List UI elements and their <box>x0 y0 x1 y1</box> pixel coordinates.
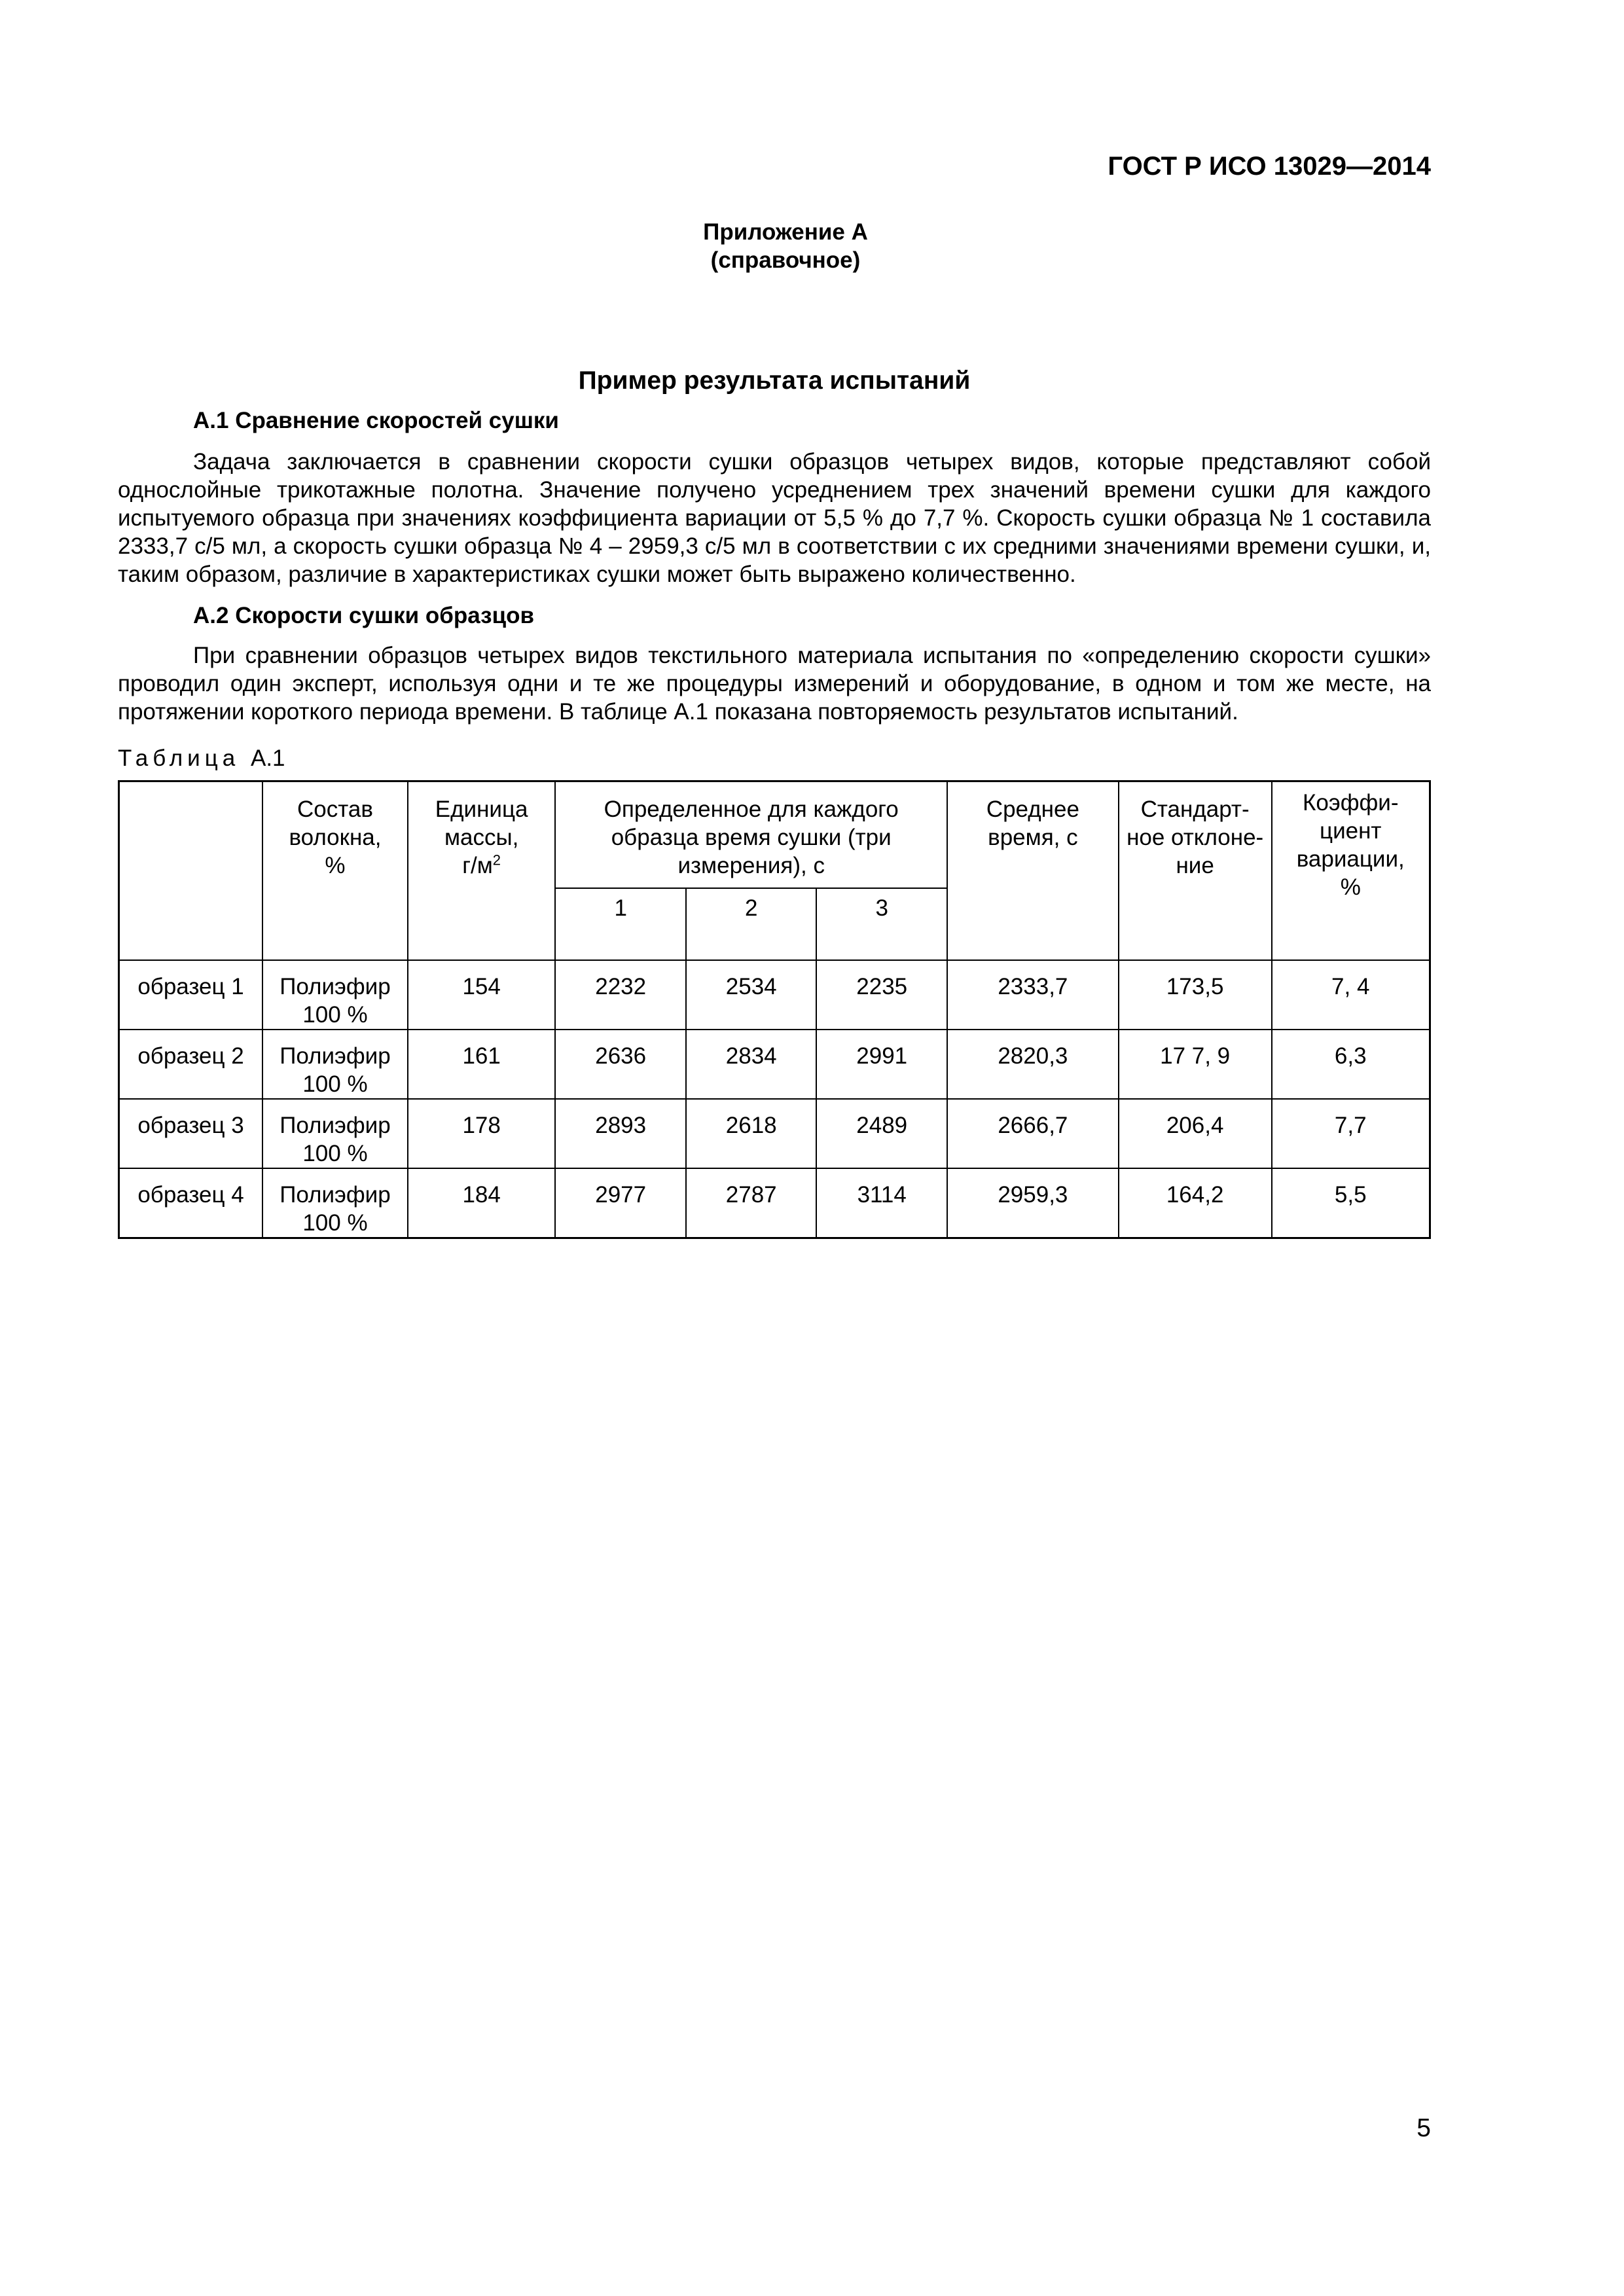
cell-time-3: 2991 <box>816 1030 947 1099</box>
cell-cv: 5,5 <box>1272 1168 1430 1238</box>
cell-time-2: 2618 <box>686 1099 817 1168</box>
cell-time-3: 2235 <box>816 960 947 1030</box>
cell-mass: 178 <box>408 1099 556 1168</box>
section-title: Пример результата испытаний <box>578 367 971 395</box>
header-measurement-3: 3 <box>816 888 947 960</box>
table-caption-label: Таблица <box>118 745 240 771</box>
cell-sample: образец 3 <box>119 1099 263 1168</box>
table-row <box>119 1168 1430 1238</box>
table-row <box>119 960 1430 1030</box>
cell-cv: 7, 4 <box>1272 960 1430 1030</box>
document-id: ГОСТ Р ИСО 13029—2014 <box>1108 152 1431 181</box>
cell-time-2: 2834 <box>686 1030 817 1099</box>
cell-mean: 2333,7 <box>947 960 1119 1030</box>
section-a2-heading: А.2 Скорости сушки образцов <box>193 603 534 628</box>
main-content <box>118 367 1431 1239</box>
cell-std: 173,5 <box>1119 960 1272 1030</box>
cell-mean: 2959,3 <box>947 1168 1119 1238</box>
appendix-title: Приложение А <box>703 219 868 245</box>
cell-time-1: 2636 <box>555 1030 686 1099</box>
cell-std: 164,2 <box>1119 1168 1272 1238</box>
table-row <box>119 1099 1430 1168</box>
cell-cv: 6,3 <box>1272 1030 1430 1099</box>
header-mass-unit <box>408 781 556 961</box>
cell-mean: 2820,3 <box>947 1030 1119 1099</box>
cell-time-1: 2977 <box>555 1168 686 1238</box>
cell-sample: образец 4 <box>119 1168 263 1238</box>
cell-sample: образец 2 <box>119 1030 263 1099</box>
cell-mass: 161 <box>408 1030 556 1099</box>
cell-composition: Полиэфир 100 % <box>262 1030 408 1099</box>
cell-std: 206,4 <box>1119 1099 1272 1168</box>
table-row <box>119 1030 1430 1099</box>
header-mass-unit-label: Единица массы, <box>435 797 528 850</box>
cell-time-3: 2489 <box>816 1099 947 1168</box>
appendix-note: (справочное) <box>710 247 861 273</box>
section-a1-text: Задача заключается в сравнении скорости сушки образцов четырех видов, которые представляют собой однослойные трикотажные полотна. Значение получено усреднением трех значений времени сушки для каждого испытуемого образца при значениях коэффициента вариации от 5,5 % до 7,7 %. Скорость сушки образца № 1 составила 2333,7 с/5 мл, а скорость сушки образца № 4 – 2959,3 с/5 мл в соответствии с их средними значениями времени сушки, и, таким образом, различие в характеристиках сушки может быть выражено количественно. <box>118 449 1431 587</box>
section-a2-text: При сравнении образцов четырех видов текстильного материала испытания по «определению скорости сушки» проводил один эксперт, используя одни и те же процедуры измерений и оборудование, в одном и том же месте, на протяжении короткого периода времени. В таблице А.1 показана повторяемость результатов испытаний. <box>118 643 1431 725</box>
cell-time-1: 2232 <box>555 960 686 1030</box>
header-mass-unit-value: $г/м^2$ <box>462 852 501 878</box>
cell-composition: Полиэфир 100 % <box>262 960 408 1030</box>
page-number: 5 <box>1416 2114 1431 2142</box>
cell-time-2: 2534 <box>686 960 817 1030</box>
table-caption-number: А.1 <box>250 745 285 771</box>
cell-sample: образец 1 <box>119 960 263 1030</box>
header-mean-time: Среднее время, с <box>947 781 1119 961</box>
cell-composition: Полиэфир 100 % <box>262 1168 408 1238</box>
drying-results-table <box>118 780 1431 1239</box>
cell-mass: 184 <box>408 1168 556 1238</box>
table-caption <box>118 744 1431 772</box>
header-cv: Коэффи-циент вариации, % <box>1272 781 1430 961</box>
cell-mass: 154 <box>408 960 556 1030</box>
header-drying-time: Определенное для каждого образца время сушки (три измерения), с <box>555 781 947 889</box>
cell-cv: 7,7 <box>1272 1099 1430 1168</box>
cell-time-3: 3114 <box>816 1168 947 1238</box>
header-composition: Состав волокна, % <box>262 781 408 961</box>
section-a1-heading: А.1 Сравнение скоростей сушки <box>193 408 559 433</box>
header-std-deviation: Стандарт-ное отклоне-ние <box>1119 781 1272 961</box>
cell-time-2: 2787 <box>686 1168 817 1238</box>
cell-mean: 2666,7 <box>947 1099 1119 1168</box>
header-measurement-2: 2 <box>686 888 817 960</box>
header-sample <box>119 781 263 961</box>
cell-composition: Полиэфир 100 % <box>262 1099 408 1168</box>
header-measurement-1: 1 <box>555 888 686 960</box>
appendix-heading <box>0 218 1571 274</box>
cell-std: 17 7, 9 <box>1119 1030 1272 1099</box>
cell-time-1: 2893 <box>555 1099 686 1168</box>
